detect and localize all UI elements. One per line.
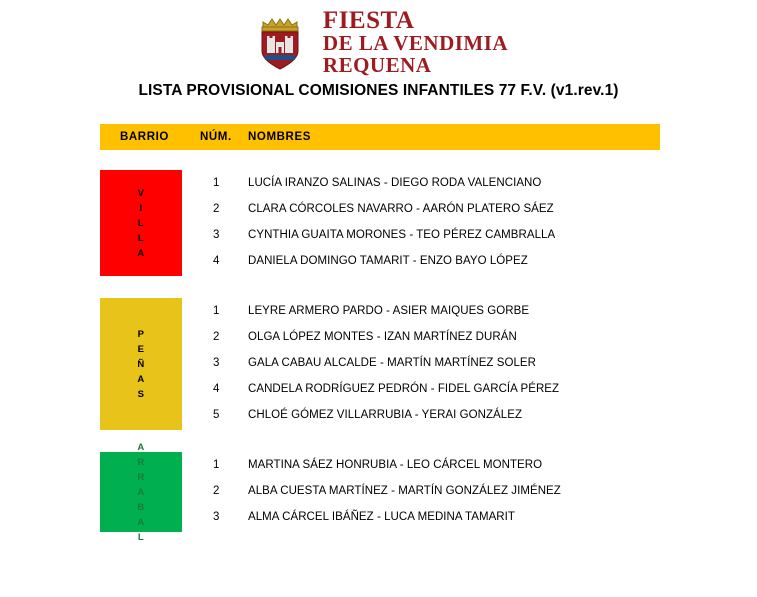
logo-line-1: FIESTA [322,6,415,34]
row-number: 5 [213,409,220,421]
barrio-letter: R [137,456,145,468]
table-row [200,324,660,350]
barrio-label-villa [100,170,182,276]
row-number: 2 [213,331,220,343]
row-names: OLGA LÓPEZ MONTES - IZAN MARTÍNEZ DURÁN [248,331,517,343]
row-names: GALA CABAU ALCALDE - MARTÍN MARTÍNEZ SOLER [248,357,536,369]
row-number: 3 [213,511,220,523]
barrio-letter: E [137,343,145,355]
barrio-letter: S [137,388,145,400]
page-title: LISTA PROVISIONAL COMISIONES INFANTILES 77 F.V. (v1.rev.1) [138,82,619,99]
table-row [200,376,660,402]
logo-line-3: REQUENA [322,52,432,77]
barrio-letter: L [137,531,145,543]
table-row [200,222,660,248]
barrio-label-arrabal [100,441,182,543]
group-rows [200,170,660,274]
barrio-letter: A [137,247,145,259]
row-names: ALBA CUESTA MARTÍNEZ - MARTÍN GONZÁLEZ JIMÉNEZ [248,485,561,497]
table-row [200,478,660,504]
barrio-letter: A [137,441,145,453]
row-names: LUCÍA IRANZO SALINAS - DIEGO RODA VALENCIANO [248,177,542,189]
row-names: MARTINA SÁEZ HONRUBIA - LEO CÁRCEL MONTERO [248,459,543,471]
group-rows [200,298,660,428]
row-number: 2 [213,203,220,215]
barrio-letter: Ñ [137,358,145,370]
column-header-num: NÚM. [200,131,232,143]
barrio-letter: L [137,232,145,244]
table-header [100,124,660,150]
row-number: 3 [213,357,220,369]
table-row [200,298,660,324]
barrio-label-penas [100,298,182,430]
row-names: CHLOÉ GÓMEZ VILLARRUBIA - YERAI GONZÁLEZ [248,409,523,421]
barrio-letter: L [137,217,145,229]
logo-block [0,0,757,77]
row-names: CYNTHIA GUAITA MORONES - TEO PÉREZ CAMBRALLA [248,229,556,241]
table-row [200,504,660,530]
table-row [200,170,660,196]
row-names: DANIELA DOMINGO TAMARIT - ENZO BAYO LÓPEZ [248,255,528,267]
requena-crest-icon [249,11,311,73]
row-number: 4 [213,255,220,267]
barrio-letter: A [137,373,145,385]
barrio-letter: B [137,501,145,513]
row-names: CLARA CÓRCOLES NAVARRO - AARÓN PLATERO SÁEZ [248,203,554,215]
row-number: 1 [213,459,220,471]
table-row [200,248,660,274]
table-row [200,196,660,222]
table-row [200,452,660,478]
row-number: 2 [213,485,220,497]
table-row [200,350,660,376]
logo-line-2: DE LA VENDIMIA [322,31,509,56]
barrio-letter: A [137,516,145,528]
row-number: 1 [213,177,220,189]
table-row [200,402,660,428]
logo-wordmark [323,8,508,76]
barrio-letter: P [137,328,145,340]
group-rows [200,452,660,530]
row-names: CANDELA RODRÍGUEZ PEDRÓN - FIDEL GARCÍA PÉREZ [248,383,560,395]
barrio-letter: I [139,202,143,214]
row-names: LEYRE ARMERO PARDO - ASIER MAIQUES GORBE [248,305,530,317]
row-number: 3 [213,229,220,241]
row-number: 4 [213,383,220,395]
column-header-barrio: BARRIO [120,131,169,143]
barrio-letter: A [137,486,145,498]
barrio-letter: V [137,187,145,199]
row-names: ALMA CÁRCEL IBÁÑEZ - LUCA MEDINA TAMARIT [248,511,515,523]
column-header-nombres: NOMBRES [248,131,311,143]
barrio-letter: R [137,471,145,483]
row-number: 1 [213,305,220,317]
